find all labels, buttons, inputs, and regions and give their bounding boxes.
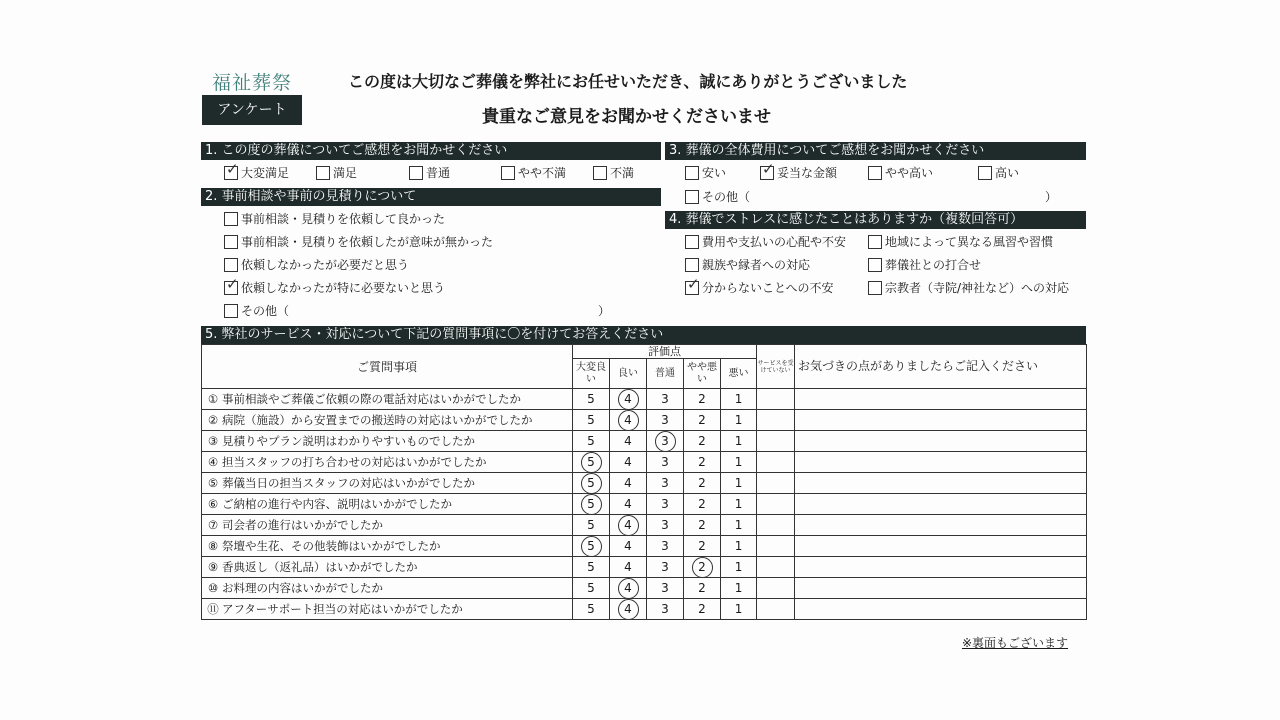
score-option: 2 xyxy=(698,602,706,616)
score-option: 3 xyxy=(661,476,669,490)
comment-header: お気づきの点がありましたらご記入ください xyxy=(795,345,1087,389)
na-cell[interactable] xyxy=(757,431,795,452)
s2-option[interactable]: 依頼しなかったが必要だと思う xyxy=(224,257,409,273)
score-cell-4[interactable] xyxy=(610,410,647,431)
table-row xyxy=(202,599,1087,620)
s4-checkbox-2[interactable] xyxy=(685,258,699,272)
s2-option[interactable]: その他（ xyxy=(224,303,289,319)
s1-option[interactable]: 普通 xyxy=(409,165,450,181)
question-cell xyxy=(202,494,573,515)
score-cell-1[interactable] xyxy=(721,410,757,431)
table-row xyxy=(202,431,1087,452)
score-option: 4 xyxy=(624,434,632,448)
comment-cell[interactable] xyxy=(795,599,1087,620)
score-option: 2 xyxy=(698,476,706,490)
score-cell-5[interactable] xyxy=(573,389,610,410)
question-number: ⑥ xyxy=(207,497,219,511)
score-option: 1 xyxy=(734,518,743,532)
na-cell[interactable] xyxy=(757,557,795,578)
question-cell xyxy=(202,536,573,557)
score-cell-5[interactable] xyxy=(573,515,610,536)
question-cell xyxy=(202,452,573,473)
question-text: 見積りやプラン説明はわかりやすいものでしたか xyxy=(222,434,475,448)
score-cell-2[interactable] xyxy=(684,557,721,578)
score-cell-2[interactable] xyxy=(684,473,721,494)
score-cell-4[interactable] xyxy=(610,431,647,452)
question-number: ⑦ xyxy=(207,518,219,532)
s1-option[interactable]: 不満 xyxy=(593,165,634,181)
s4-checkbox-3[interactable] xyxy=(868,258,882,272)
s1-checkbox-2[interactable] xyxy=(409,166,423,180)
selected-score: 4 xyxy=(624,518,632,532)
brand-name: 福祉葬祭 xyxy=(212,72,293,94)
score-option: 2 xyxy=(698,581,706,595)
score-option: 3 xyxy=(661,413,669,427)
selected-score: 4 xyxy=(624,602,632,616)
score-option: 1 xyxy=(734,476,743,490)
rating-header: 評価点 xyxy=(573,345,757,359)
rating-table xyxy=(201,344,1087,620)
na-cell[interactable] xyxy=(757,452,795,473)
s3-checkbox-0[interactable] xyxy=(685,166,699,180)
score-cell-5[interactable] xyxy=(573,557,610,578)
score-option: 4 xyxy=(624,560,632,574)
score-option: 3 xyxy=(661,602,669,616)
survey-tag: アンケート xyxy=(202,95,302,125)
score-cell-2[interactable] xyxy=(684,431,721,452)
s1-option[interactable]: ✓大変満足 xyxy=(224,165,289,181)
score-option: 3 xyxy=(661,581,669,595)
score-cell-3[interactable] xyxy=(647,536,684,557)
score-option: 5 xyxy=(587,413,595,427)
comment-cell[interactable] xyxy=(795,515,1087,536)
s4-option[interactable]: 費用や支払いの心配や不安 xyxy=(685,234,846,250)
s2-checkbox-2[interactable] xyxy=(224,258,238,272)
s3-checkbox-2[interactable] xyxy=(868,166,882,180)
s2-checkbox-1[interactable] xyxy=(224,235,238,249)
table-row xyxy=(202,494,1087,515)
na-cell[interactable] xyxy=(757,389,795,410)
s1-checkbox-4[interactable] xyxy=(593,166,607,180)
comment-cell[interactable] xyxy=(795,473,1087,494)
selected-score: 4 xyxy=(624,392,632,406)
score-option: 4 xyxy=(624,476,632,490)
score-cell-1[interactable] xyxy=(721,473,757,494)
na-cell[interactable] xyxy=(757,536,795,557)
selected-score: 5 xyxy=(587,455,595,469)
section1-title: 1. この度の葬儀についてご感想をお聞かせください xyxy=(201,142,661,160)
question-cell xyxy=(202,389,573,410)
s4-option[interactable]: 宗教者（寺院/神社など）への対応 xyxy=(868,280,1069,296)
score-option: 2 xyxy=(698,497,706,511)
score-cell-2[interactable] xyxy=(684,410,721,431)
score-option: 3 xyxy=(661,560,669,574)
score-option: 2 xyxy=(698,518,706,532)
score-cell-2[interactable] xyxy=(684,452,721,473)
s2-close-paren: ） xyxy=(598,304,611,318)
score-option: 3 xyxy=(661,455,669,469)
table-row xyxy=(202,410,1087,431)
s3-option[interactable]: やや高い xyxy=(868,165,933,181)
score-option: 5 xyxy=(587,434,595,448)
score-cell-3[interactable] xyxy=(647,557,684,578)
na-header: サービスを受けていない xyxy=(757,345,795,389)
score-option: 3 xyxy=(661,539,669,553)
score-option: 5 xyxy=(587,560,595,574)
rating-label: 普通 xyxy=(647,359,684,389)
score-option: 2 xyxy=(698,413,706,427)
selected-score: 4 xyxy=(624,581,632,595)
na-cell[interactable] xyxy=(757,410,795,431)
rating-label: やや悪い xyxy=(684,359,721,389)
section2-title: 2. 事前相談や事前の見積りについて xyxy=(201,188,661,206)
score-cell-2[interactable] xyxy=(684,536,721,557)
score-option: 2 xyxy=(698,434,706,448)
score-cell-1[interactable] xyxy=(721,557,757,578)
score-option: 3 xyxy=(661,497,669,511)
question-cell xyxy=(202,473,573,494)
s4-checkbox-0[interactable] xyxy=(685,235,699,249)
score-cell-2[interactable] xyxy=(684,578,721,599)
rating-label: 大変良い xyxy=(573,359,610,389)
score-cell-5[interactable] xyxy=(573,452,610,473)
na-cell[interactable] xyxy=(757,473,795,494)
question-cell xyxy=(202,410,573,431)
s3-option[interactable]: 安い xyxy=(685,165,726,181)
selected-score: 2 xyxy=(698,560,706,574)
s4-checkbox-4[interactable] xyxy=(685,281,699,295)
question-text: アフターサポート担当の対応はいかがでしたか xyxy=(222,602,463,616)
s4-option[interactable]: 親族や縁者への対応 xyxy=(685,257,810,273)
question-text: 担当スタッフの打ち合わせの対応はいかがでしたか xyxy=(222,455,487,469)
s1-checkbox-3[interactable] xyxy=(501,166,515,180)
na-cell[interactable] xyxy=(757,494,795,515)
s2-option[interactable]: 事前相談・見積りを依頼して良かった xyxy=(224,211,445,227)
table-row xyxy=(202,473,1087,494)
question-rows xyxy=(202,389,1087,620)
score-option: 3 xyxy=(661,518,669,532)
table-row xyxy=(202,389,1087,410)
score-cell-2[interactable] xyxy=(684,389,721,410)
selected-score: 5 xyxy=(587,539,595,553)
score-option: 1 xyxy=(734,497,743,511)
score-option: 2 xyxy=(698,539,706,553)
s4-checkbox-1[interactable] xyxy=(868,235,882,249)
request-line: 貴重なご意見をお聞かせくださいませ xyxy=(482,107,771,127)
score-cell-4[interactable] xyxy=(610,578,647,599)
question-text: 葬儀当日の担当スタッフの対応はいかがでしたか xyxy=(222,476,475,490)
score-cell-4[interactable] xyxy=(610,452,647,473)
s1-checkbox-0[interactable] xyxy=(224,166,238,180)
na-cell[interactable] xyxy=(757,515,795,536)
selected-score: 5 xyxy=(587,497,595,511)
score-cell-4[interactable] xyxy=(610,494,647,515)
score-cell-2[interactable] xyxy=(684,494,721,515)
question-number: ② xyxy=(207,413,219,427)
score-cell-3[interactable] xyxy=(647,473,684,494)
score-cell-1[interactable] xyxy=(721,431,757,452)
score-cell-1[interactable] xyxy=(721,599,757,620)
score-cell-4[interactable] xyxy=(610,473,647,494)
question-number: ③ xyxy=(207,434,219,448)
score-cell-3[interactable] xyxy=(647,410,684,431)
s3-option[interactable]: 高い xyxy=(978,165,1019,181)
s2-option[interactable]: ✓依頼しなかったが特に必要ないと思う xyxy=(224,280,445,296)
score-option: 1 xyxy=(734,539,743,553)
question-cell xyxy=(202,515,573,536)
thank-you-line: この度は大切なご葬儀を弊社にお任せいただき、誠にありがとうございました xyxy=(348,72,908,91)
question-text: 事前相談やご葬儀ご依頼の際の電話対応はいかがでしたか xyxy=(222,392,521,406)
selected-score: 5 xyxy=(587,476,595,490)
s1-option[interactable]: 満足 xyxy=(316,165,357,181)
comment-cell[interactable] xyxy=(795,452,1087,473)
question-number: ① xyxy=(207,392,219,406)
s3-checkbox-3[interactable] xyxy=(978,166,992,180)
question-text: 香典返し（返礼品）はいかがでしたか xyxy=(222,560,418,574)
question-number: ⑨ xyxy=(207,560,219,574)
score-cell-1[interactable] xyxy=(721,578,757,599)
score-option: 1 xyxy=(734,560,743,574)
question-text: 祭壇や生花、その他装飾はいかがでしたか xyxy=(222,539,441,553)
na-cell[interactable] xyxy=(757,599,795,620)
score-option: 1 xyxy=(734,413,743,427)
score-cell-3[interactable] xyxy=(647,431,684,452)
table-row xyxy=(202,452,1087,473)
footer-note: ※裏面もございます xyxy=(962,636,1069,650)
score-cell-3[interactable] xyxy=(647,515,684,536)
s4-option[interactable]: 葬儀社との打合せ xyxy=(868,257,981,273)
comment-cell[interactable] xyxy=(795,536,1087,557)
question-text: お料理の内容はいかがでしたか xyxy=(222,581,383,595)
score-cell-5[interactable] xyxy=(573,431,610,452)
table-row xyxy=(202,536,1087,557)
score-option: 5 xyxy=(587,581,595,595)
score-cell-1[interactable] xyxy=(721,536,757,557)
score-cell-4[interactable] xyxy=(610,599,647,620)
question-text: ご納棺の進行や内容、説明はいかがでしたか xyxy=(222,497,452,511)
score-cell-5[interactable] xyxy=(573,494,610,515)
selected-score: 4 xyxy=(624,413,632,427)
s2-checkbox-3[interactable] xyxy=(224,281,238,295)
score-cell-3[interactable] xyxy=(647,494,684,515)
score-cell-5[interactable] xyxy=(573,536,610,557)
score-cell-1[interactable] xyxy=(721,389,757,410)
s3-checkbox-4[interactable] xyxy=(685,190,699,204)
comment-cell[interactable] xyxy=(795,410,1087,431)
question-text: 司会者の進行はいかがでしたか xyxy=(222,518,383,532)
rating-label: 良い xyxy=(610,359,647,389)
selected-score: 3 xyxy=(661,434,669,448)
comment-cell[interactable] xyxy=(795,578,1087,599)
s2-option[interactable]: 事前相談・見積りを依頼したが意味が無かった xyxy=(224,234,493,250)
s3-option[interactable]: ✓ 妥当な金額 xyxy=(760,165,837,181)
score-option: 2 xyxy=(698,392,706,406)
score-cell-4[interactable] xyxy=(610,389,647,410)
score-cell-2[interactable] xyxy=(684,599,721,620)
s4-option[interactable]: ✓分からないことへの不安 xyxy=(685,280,834,296)
section3-title: 3. 葬儀の全体費用についてご感想をお聞かせください xyxy=(665,142,1086,160)
score-option: 5 xyxy=(587,602,595,616)
score-option: 5 xyxy=(587,518,595,532)
comment-cell[interactable] xyxy=(795,389,1087,410)
question-header: ご質問事項 xyxy=(202,345,573,389)
s3-option[interactable]: その他（ xyxy=(685,189,750,205)
score-option: 3 xyxy=(661,392,669,406)
score-cell-3[interactable] xyxy=(647,389,684,410)
score-option: 1 xyxy=(734,434,743,448)
question-cell xyxy=(202,431,573,452)
s2-checkbox-0[interactable] xyxy=(224,212,238,226)
s3-checkbox-1[interactable] xyxy=(760,166,774,180)
score-cell-2[interactable] xyxy=(684,515,721,536)
score-cell-1[interactable] xyxy=(721,494,757,515)
score-cell-1[interactable] xyxy=(721,515,757,536)
score-option: 5 xyxy=(587,392,595,406)
score-cell-5[interactable] xyxy=(573,578,610,599)
question-number: ⑪ xyxy=(207,602,219,616)
rating-label: 悪い xyxy=(721,359,757,389)
table-row xyxy=(202,557,1087,578)
score-option: 4 xyxy=(624,455,632,469)
score-cell-5[interactable] xyxy=(573,599,610,620)
s1-checkbox-1[interactable] xyxy=(316,166,330,180)
question-number: ④ xyxy=(207,455,219,469)
score-option: 1 xyxy=(734,392,743,406)
s3-close-paren: ） xyxy=(1045,190,1058,204)
section4-title: 4. 葬儀でストレスに感じたことはありますか（複数回答可） xyxy=(665,211,1086,229)
section5-title: 5. 弊社のサービス・対応について下記の質問事項に〇を付けてお答えください xyxy=(201,326,1086,344)
question-cell xyxy=(202,599,573,620)
score-option: 1 xyxy=(734,602,743,616)
comment-cell[interactable] xyxy=(795,431,1087,452)
score-cell-3[interactable] xyxy=(647,599,684,620)
question-text: 病院（施設）から安置までの搬送時の対応はいかがでしたか xyxy=(222,413,533,427)
score-cell-3[interactable] xyxy=(647,452,684,473)
s2-checkbox-4[interactable] xyxy=(224,304,238,318)
s4-option[interactable]: 地域によって異なる風習や習慣 xyxy=(868,234,1053,250)
question-cell xyxy=(202,557,573,578)
question-cell xyxy=(202,578,573,599)
score-cell-3[interactable] xyxy=(647,578,684,599)
question-number: ⑩ xyxy=(207,581,219,595)
comment-cell[interactable] xyxy=(795,557,1087,578)
na-cell[interactable] xyxy=(757,578,795,599)
score-cell-4[interactable] xyxy=(610,515,647,536)
s1-option[interactable]: やや不満 xyxy=(501,165,566,181)
comment-cell[interactable] xyxy=(795,494,1087,515)
score-cell-5[interactable] xyxy=(573,410,610,431)
score-option: 1 xyxy=(734,455,743,469)
score-option: 1 xyxy=(734,581,743,595)
table-row xyxy=(202,578,1087,599)
score-option: 4 xyxy=(624,497,632,511)
score-cell-4[interactable] xyxy=(610,557,647,578)
score-cell-1[interactable] xyxy=(721,452,757,473)
score-cell-4[interactable] xyxy=(610,536,647,557)
question-number: ⑧ xyxy=(207,539,219,553)
score-cell-5[interactable] xyxy=(573,473,610,494)
score-option: 4 xyxy=(624,539,632,553)
s4-checkbox-5[interactable] xyxy=(868,281,882,295)
table-row xyxy=(202,515,1087,536)
question-number: ⑤ xyxy=(207,476,219,490)
score-option: 2 xyxy=(698,455,706,469)
